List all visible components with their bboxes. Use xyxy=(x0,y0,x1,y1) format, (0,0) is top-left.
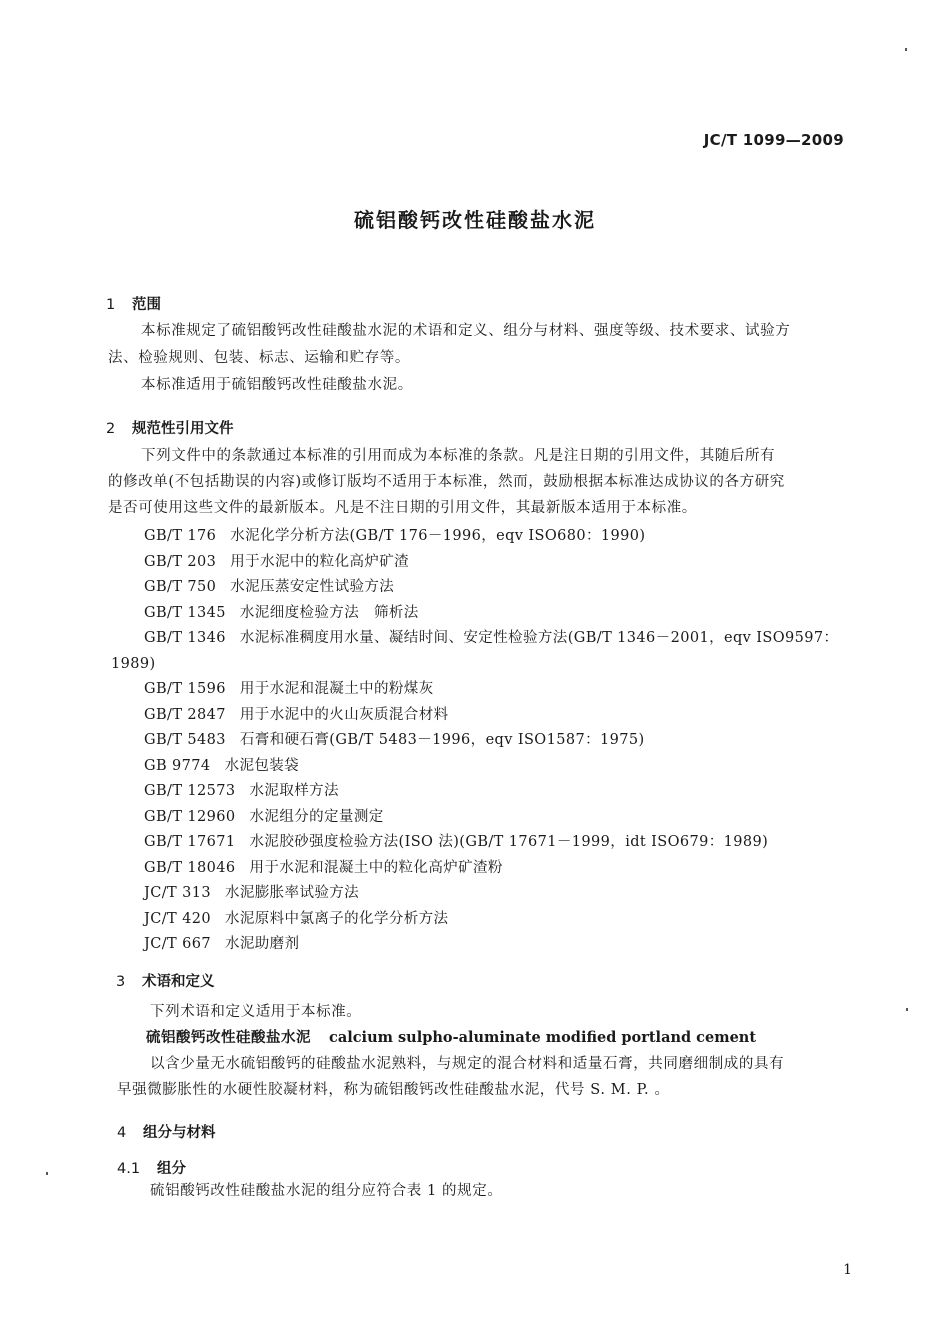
paragraph-line: 的修改单(不包括勘误的内容)或修订版均不适用于本标准，然而，鼓励根据本标准达成协议的各方研究 xyxy=(108,474,785,490)
reference-item xyxy=(144,677,838,703)
section-title: 术语和定义 xyxy=(142,974,215,990)
reference-code: GB/T 12960 xyxy=(144,808,236,825)
section-number: 1 xyxy=(106,297,116,313)
section-heading-1 xyxy=(106,293,161,314)
reference-title: 水泥膨胀率试验方法 xyxy=(224,885,360,901)
reference-code: GB/T 17671 xyxy=(144,834,236,850)
reference-code: GB/T 18046 xyxy=(144,859,236,876)
reference-title: 水泥取样方法 xyxy=(249,783,339,799)
paragraph-line: 下列术语和定义适用于本标准。 xyxy=(150,1004,362,1020)
reference-code: GB/T 750 xyxy=(144,579,217,595)
reference-code: JC/T 420 xyxy=(144,910,211,927)
reference-item xyxy=(144,601,838,627)
section-heading-4 xyxy=(117,1121,216,1142)
reference-item-continuation xyxy=(111,652,838,678)
reference-code: GB/T 5483 xyxy=(144,732,226,748)
section-title: 规范性引用文件 xyxy=(132,421,234,437)
paragraph-line: 本标准规定了硫铝酸钙改性硅酸盐水泥的术语和定义、组分与材料、强度等级、技术要求、试验方 xyxy=(141,323,791,339)
document-title: 硫铝酸钙改性硅酸盐水泥 xyxy=(354,208,596,232)
reference-title: 用于水泥和混凝土中的粒化高炉矿渣粉 xyxy=(249,859,503,876)
normative-reference-list xyxy=(111,524,839,958)
reference-item xyxy=(144,932,838,958)
reference-item xyxy=(144,805,838,831)
paragraph-line: 是否可使用这些文件的最新版本。凡是不注日期的引用文件，其最新版本适用于本标准。 xyxy=(108,500,697,516)
section-title: 组分与材料 xyxy=(143,1125,216,1141)
reference-code: GB/T 2847 xyxy=(144,706,226,723)
reference-title: 1989) xyxy=(111,655,156,672)
section-heading-3 xyxy=(116,970,215,991)
reference-item xyxy=(144,575,838,601)
reference-code: JC/T 667 xyxy=(144,936,211,952)
standard-code: JC/T 1099—2009 xyxy=(703,131,844,149)
reference-title: 水泥助磨剂 xyxy=(224,936,300,952)
reference-title: 石膏和硬石膏(GB/T 5483－1996，eqv ISO1587：1975) xyxy=(239,732,645,748)
section-number: 4 xyxy=(117,1125,127,1141)
scan-speck xyxy=(906,1008,908,1011)
paragraph-line: 早强微膨胀性的水硬性胶凝材料，称为硫铝酸钙改性硅酸盐水泥，代号 S. M. P. 。 xyxy=(117,1082,670,1098)
reference-item xyxy=(144,830,838,856)
reference-item xyxy=(144,703,838,729)
reference-item xyxy=(144,754,838,780)
reference-item xyxy=(144,550,838,576)
section-number: 4.1 xyxy=(117,1161,141,1177)
term-entry xyxy=(146,1026,756,1047)
reference-item xyxy=(144,907,838,933)
reference-title: 用于水泥中的粒化高炉矿渣 xyxy=(230,553,410,570)
reference-title: 水泥组分的定量测定 xyxy=(249,808,384,825)
section-number: 3 xyxy=(116,974,126,990)
section-heading-4-1 xyxy=(117,1157,186,1178)
reference-item xyxy=(144,524,838,550)
reference-title: 水泥压蒸安定性试验方法 xyxy=(230,579,395,595)
paragraph-line: 硫铝酸钙改性硅酸盐水泥的组分应符合表 1 的规定。 xyxy=(150,1183,503,1199)
reference-code: GB 9774 xyxy=(144,757,211,774)
section-heading-2 xyxy=(106,417,234,438)
term-chinese: 硫铝酸钙改性硅酸盐水泥 xyxy=(146,1030,311,1046)
reference-item xyxy=(144,779,838,805)
reference-title: 水泥包装袋 xyxy=(224,757,300,774)
section-title: 范围 xyxy=(132,297,161,313)
reference-title: 水泥细度检验方法 筛析法 xyxy=(239,604,419,621)
reference-title: 用于水泥和混凝土中的粉煤灰 xyxy=(239,681,434,697)
reference-title: 水泥原料中氯离子的化学分析方法 xyxy=(224,910,449,927)
reference-item xyxy=(144,856,838,882)
reference-title: 水泥化学分析方法(GB/T 176－1996，eqv ISO680：1990) xyxy=(230,528,646,544)
reference-code: JC/T 313 xyxy=(144,885,211,901)
term-english: calcium sulpho-aluminate modified portland cement xyxy=(329,1029,757,1046)
reference-title: 用于水泥中的火山灰质混合材料 xyxy=(239,706,449,723)
reference-code: GB/T 1596 xyxy=(144,681,226,697)
reference-code: GB/T 176 xyxy=(144,528,217,544)
page-number: 1 xyxy=(843,1262,852,1278)
reference-title: 水泥标准稠度用水量、凝结时间、安定性检验方法(GB/T 1346－2001，eqv ISO9597： xyxy=(239,630,839,646)
reference-item xyxy=(144,881,838,907)
reference-code: GB/T 12573 xyxy=(144,783,236,799)
section-number: 2 xyxy=(106,421,116,437)
paragraph-line: 下列文件中的条款通过本标准的引用而成为本标准的条款。凡是注日期的引用文件，其随后所有 xyxy=(141,448,776,464)
reference-item xyxy=(144,626,838,652)
reference-code: GB/T 203 xyxy=(144,553,217,570)
paragraph-line: 法、检验规则、包装、标志、运输和贮存等。 xyxy=(108,350,410,366)
section-title: 组分 xyxy=(157,1161,186,1177)
reference-title: 水泥胶砂强度检验方法(ISO 法)(GB/T 17671－1999，idt ISO679：1989) xyxy=(249,834,769,850)
paragraph-line: 本标准适用于硫铝酸钙改性硅酸盐水泥。 xyxy=(141,377,413,393)
reference-code: GB/T 1345 xyxy=(144,604,226,621)
reference-code: GB/T 1346 xyxy=(144,630,226,646)
paragraph-line: 以含少量无水硫铝酸钙的硅酸盐水泥熟料，与规定的混合材料和适量石膏，共同磨细制成的具有 xyxy=(150,1056,785,1072)
scan-speck xyxy=(46,1172,48,1175)
reference-item xyxy=(144,728,838,754)
scan-speck xyxy=(905,48,907,51)
